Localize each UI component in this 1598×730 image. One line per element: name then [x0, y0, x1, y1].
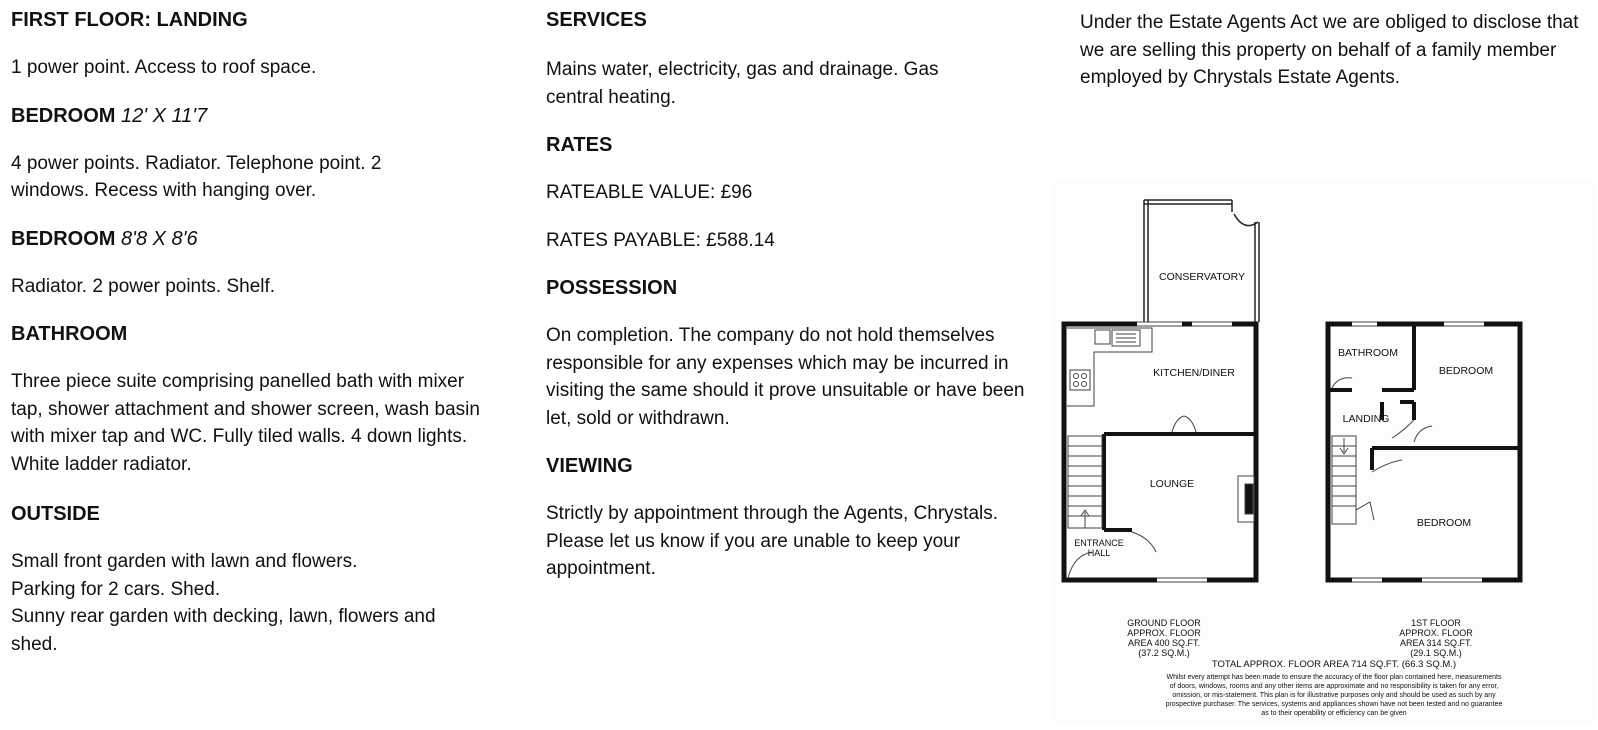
landing-text: 1 power point. Access to roof space.: [11, 57, 317, 78]
bedroom2-dimensions: 8'8 X 8'6: [121, 227, 198, 250]
services-heading: SERVICES: [546, 9, 647, 31]
bedroom1-heading: BEDROOM 12' X 11'7: [11, 104, 208, 127]
rateable-value: RATEABLE VALUE: £96: [546, 182, 753, 203]
possession-text: On completion. The company do not hold themselves responsible for any expenses which may be incurred in visiting the same should it prove unsuitable or have been let, sold or withdrawn.: [546, 325, 1025, 429]
rates-heading: RATES: [546, 134, 613, 156]
bathroom-text: Three piece suite comprising panelled bath with mixer tap, shower attachment and shower screen, wash basin with mixer tap and WC. Fully tiled walls. 4 down lights. White ladder radiator.: [11, 371, 480, 475]
outside-line-3: Sunny rear garden with decking, lawn, flowers and shed.: [11, 606, 436, 655]
bathroom-heading: BATHROOM: [11, 323, 128, 345]
disclaimer-line-4: prospective purchaser. The services, systems and appliances shown have not been tested and no guarantee: [1165, 701, 1503, 708]
ground-floor-line-1: GROUND FLOOR: [1127, 618, 1201, 628]
bedroom2-heading: BEDROOM 8'8 X 8'6: [11, 227, 198, 250]
right-column: [1080, 0, 1590, 92]
first-floor-line-4: (29.1 SQ.M.): [1410, 648, 1462, 658]
ground-floor-line-2: APPROX. FLOOR: [1127, 628, 1201, 638]
middle-column: [546, 0, 1046, 583]
disclaimer-line-2: of doors, windows, rooms and any other items are approximate and no responsibility is taken for any error,: [1169, 683, 1499, 690]
label-conservatory: CONSERVATORY: [1159, 271, 1245, 283]
disclaimer-line-3: omission, or mis-statement. This plan is for illustrative purposes only and should be used as such by any: [1172, 692, 1496, 699]
label-bedroom-top: BEDROOM: [1438, 365, 1494, 377]
total-area: TOTAL APPROX. FLOOR AREA 714 SQ.FT. (66.3 SQ.M.): [1211, 659, 1457, 670]
first-floor-line-3: AREA 314 SQ.FT.: [1399, 638, 1473, 648]
disclosure-text: Under the Estate Agents Act we are obliged to disclose that we are selling this property on behalf of a family member employed by Chrystals Estate Agents.: [1080, 12, 1579, 88]
floor-plan-drawing: [1052, 180, 1597, 725]
bedroom1-text: 4 power points. Radiator. Telephone point. 2 windows. Recess with hanging over.: [11, 152, 382, 201]
outside-line-2: Parking for 2 cars. Shed.: [11, 578, 221, 600]
bedroom2-text: Radiator. 2 power points. Shelf.: [11, 275, 276, 297]
bedroom1-dimensions: 12' X 11'7: [121, 104, 208, 127]
floor-plan: [1052, 180, 1597, 725]
rates-payable: RATES PAYABLE: £588.14: [546, 229, 775, 251]
disclaimer-line-5: as to their operability or efficiency can be given: [1261, 710, 1407, 717]
left-column: [11, 0, 511, 658]
label-landing: LANDING: [1342, 413, 1390, 425]
ground-floor-line-3: AREA 400 SQ.FT.: [1127, 638, 1201, 648]
outside-line-1: Small front garden with lawn and flowers.: [11, 551, 358, 572]
landing-heading: FIRST FLOOR: LANDING: [11, 9, 248, 31]
label-lounge: LOUNGE: [1149, 478, 1195, 490]
disclaimer-line-1: Whilst every attempt has been made to ensure the accuracy of the floor plan contained here, measurements: [1166, 674, 1502, 681]
label-entrance-2: HALL: [1087, 548, 1111, 558]
outside-heading: OUTSIDE: [11, 503, 100, 525]
label-kitchen: KITCHEN/DINER: [1153, 367, 1235, 379]
label-bathroom: BATHROOM: [1338, 347, 1398, 359]
first-floor-line-1: 1ST FLOOR: [1411, 618, 1461, 628]
viewing-heading: VIEWING: [546, 455, 633, 477]
first-floor-line-2: APPROX. FLOOR: [1399, 628, 1473, 638]
services-text: Mains water, electricity, gas and drainage. Gas central heating.: [546, 59, 939, 108]
possession-heading: POSSESSION: [546, 277, 678, 299]
viewing-text: Strictly by appointment through the Agents, Chrystals. Please let us know if you are unable to keep your appointment.: [546, 503, 999, 579]
ground-floor-line-4: (37.2 SQ.M.): [1138, 648, 1190, 658]
label-bedroom-bottom: BEDROOM: [1416, 517, 1472, 529]
label-entrance-1: ENTRANCE: [1074, 538, 1124, 548]
